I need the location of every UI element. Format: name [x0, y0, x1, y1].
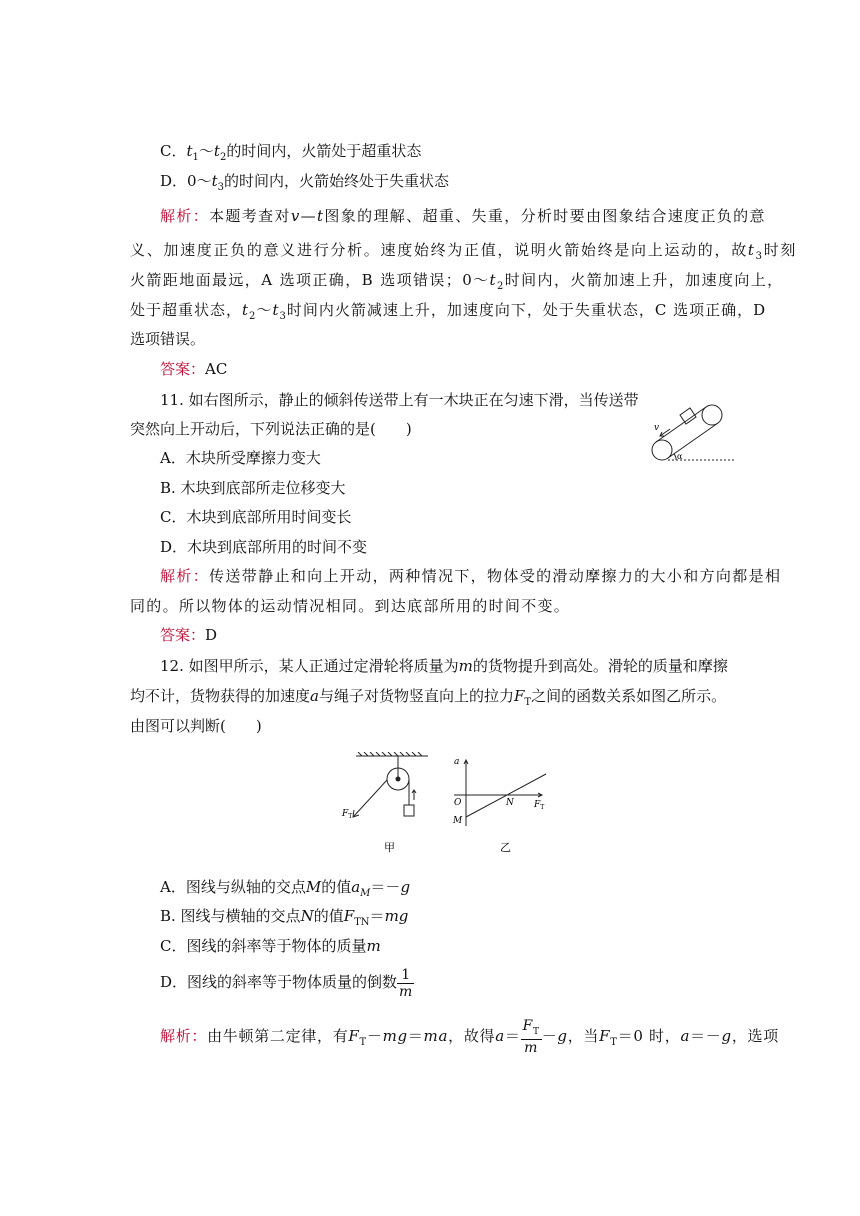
- svg-text:FT: [533, 800, 544, 811]
- q10-analysis-line-5: 选项错误。: [130, 330, 206, 348]
- q11-stem-line-1: 11. 如右图所示，静止的倾斜传送带上有一木块正在匀速下滑，当传送带: [160, 391, 639, 409]
- velocity-label: v: [654, 423, 660, 433]
- option-d-fraction: $\frac{1}{m}$: [399, 966, 413, 1000]
- q12-option-c: C．图线的斜率等于物体的质量m: [160, 937, 381, 955]
- figure-jia-label: 甲: [384, 841, 395, 854]
- rope-left: [354, 780, 387, 816]
- q10-analysis-line-2: 义、加速度正负的意义进行分析。速度始终为正值，说明火箭始终是向上运动的，故$t_3$时刻: [130, 241, 798, 262]
- q10-analysis-line-3: 火箭距地面最远，A 选项正确，B 选项错误；$0\sim t_2$时间内，火箭加速上升，加速度向上，: [130, 271, 784, 292]
- pulley-force-label: F: [342, 809, 349, 819]
- q10-answer: 答案：AC: [160, 360, 228, 378]
- svg-text:FT: [341, 809, 352, 820]
- q11-option-b: B. 木块到底部所走位移变大: [160, 479, 346, 497]
- graph-ft-label: F: [534, 800, 541, 810]
- q10-analysis-line-1: 解析：本题考查对v—t图象的理解、超重、失重，分析时要由图象结合速度正负的意: [160, 207, 766, 225]
- analysis-fraction: $\frac{F_T}{m}$: [522, 1017, 540, 1057]
- q10-analysis-line-4: 处于超重状态，$t_2\sim t_3$时间内火箭减速上升，加速度向下，处于失重状态，C 选项正确，D: [130, 301, 767, 322]
- q12-option-b: B. 图线与横轴的交点N的值$F_{TN}=mg$: [160, 907, 409, 928]
- q10-option-c: C．$t_1\sim t_2$的时间内，火箭处于超重状态: [160, 142, 422, 163]
- q11-option-a: A．木块所受摩擦力变大: [160, 449, 321, 467]
- graph-ft-subscript: T: [540, 804, 545, 811]
- q11-option-d: D．木块到底部所用的时间不变: [160, 538, 368, 556]
- q11-analysis-line-2: 同的。所以物体的运动情况相同。到达底部所用的时间不变。: [130, 597, 571, 615]
- q12-option-a: A．图线与纵轴的交点M的值$a_M=-g$: [160, 878, 411, 899]
- q12-option-d: D．图线的斜率等于物体质量的倒数 $\frac{1}{m}$: [160, 966, 413, 1000]
- figure-yi-label: 乙: [500, 841, 511, 854]
- q12-stem-line-1: 12. 如图甲所示，某人正通过定滑轮将质量为m的货物提升到高处。滑轮的质量和摩擦: [160, 657, 728, 675]
- q10-option-d: D．$0\sim t_3$的时间内，火箭始终处于失重状态: [160, 172, 449, 193]
- pulley-axle: [396, 777, 401, 782]
- ceiling-hatching: [358, 752, 422, 756]
- q11-analysis-line-1: 解析：传送带静止和向上开动，两种情况下，物体受的滑动摩擦力的大小和方向都是相: [160, 567, 782, 585]
- q11-answer: 答案：D: [160, 626, 218, 644]
- angle-arc: [674, 454, 676, 460]
- angle-label: α: [677, 452, 683, 461]
- a-ft-graph: [446, 752, 556, 854]
- graph-n-label: N: [506, 798, 514, 808]
- q11-option-c: C．木块到底部所用时间变长: [160, 508, 352, 526]
- pulley-force-subscript: T: [348, 813, 353, 820]
- q12-analysis-line-1: 解析：由牛顿第二定律，有$F_T-mg=ma$，故得a＝ $\frac{F_T}{m}$ －g，当$F_T=0$ 时，a＝－g，选项: [160, 1017, 779, 1057]
- graph-origin-label: O: [454, 798, 462, 808]
- conveyor-belt-diagram: [640, 392, 740, 464]
- q12-stem-line-2: 均不计，货物获得的加速度a与绳子对货物竖直向上的拉力$F_T$之间的函数关系如图乙所示。: [130, 687, 727, 708]
- q11-stem-line-2: 突然向上开动后，下列说法正确的是( ): [130, 420, 412, 438]
- graph-a-label: a: [454, 757, 460, 767]
- graph-m-label: M: [453, 816, 463, 826]
- pulley-diagram: [330, 752, 430, 854]
- cargo-box: [404, 805, 414, 816]
- q12-stem-line-3: 由图可以判断( ): [130, 717, 262, 735]
